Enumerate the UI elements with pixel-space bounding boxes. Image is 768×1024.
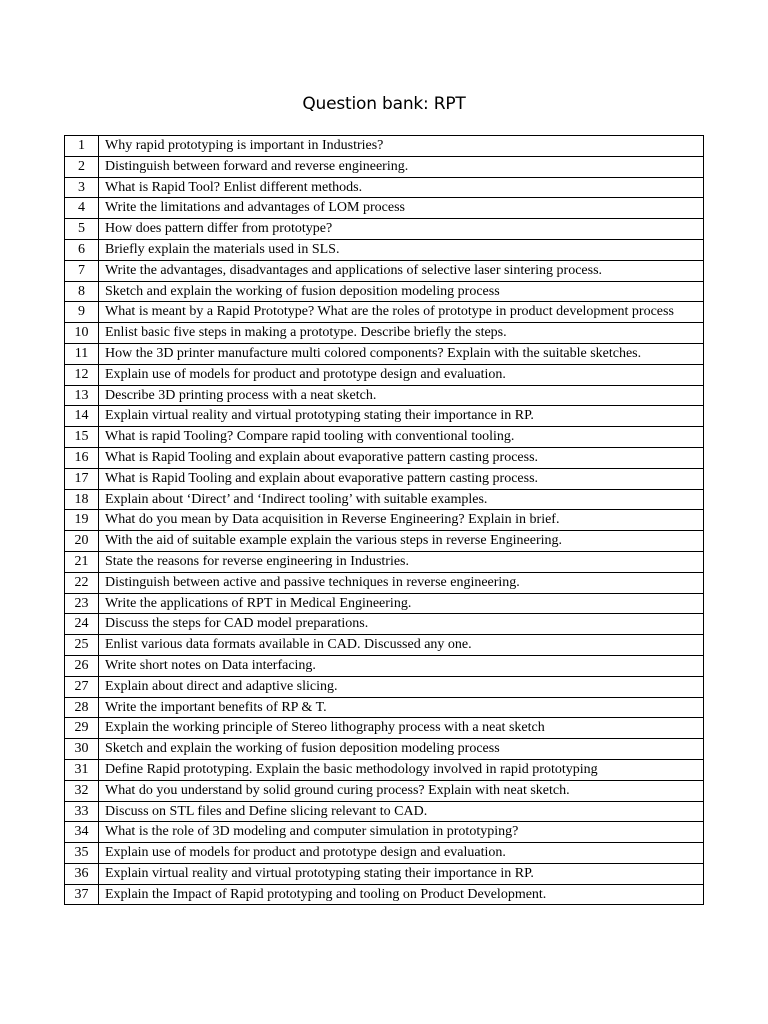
question-text: Why rapid prototyping is important in Industries?	[99, 136, 704, 157]
question-text: What is the role of 3D modeling and computer simulation in prototyping?	[99, 822, 704, 843]
question-number: 27	[65, 676, 99, 697]
question-row	[65, 884, 704, 905]
question-text: What is Rapid Tooling and explain about evaporative pattern casting process.	[99, 447, 704, 468]
question-text: Enlist basic five steps in making a prototype. Describe briefly the steps.	[99, 323, 704, 344]
question-row	[65, 468, 704, 489]
question-number: 24	[65, 614, 99, 635]
question-number: 3	[65, 177, 99, 198]
question-text: Distinguish between forward and reverse engineering.	[99, 156, 704, 177]
question-number: 18	[65, 489, 99, 510]
question-row	[65, 697, 704, 718]
question-number: 37	[65, 884, 99, 905]
question-text: Enlist various data formats available in CAD. Discussed any one.	[99, 635, 704, 656]
question-number: 32	[65, 780, 99, 801]
question-row	[65, 385, 704, 406]
question-text: Explain use of models for product and prototype design and evaluation.	[99, 364, 704, 385]
question-text: Explain the Impact of Rapid prototyping and tooling on Product Development.	[99, 884, 704, 905]
question-row	[65, 239, 704, 260]
question-text: Write the advantages, disadvantages and applications of selective laser sintering process.	[99, 260, 704, 281]
question-row	[65, 364, 704, 385]
question-number: 23	[65, 593, 99, 614]
question-number: 19	[65, 510, 99, 531]
question-table-body	[65, 136, 704, 905]
question-text: How does pattern differ from prototype?	[99, 219, 704, 240]
question-row	[65, 780, 704, 801]
question-row	[65, 822, 704, 843]
question-number: 33	[65, 801, 99, 822]
question-text: What is Rapid Tool? Enlist different methods.	[99, 177, 704, 198]
question-row	[65, 655, 704, 676]
question-text: Define Rapid prototyping. Explain the basic methodology involved in rapid prototyping	[99, 759, 704, 780]
question-text: Write the limitations and advantages of LOM process	[99, 198, 704, 219]
page-title: Question bank: RPT	[302, 94, 466, 114]
question-text: What is meant by a Rapid Prototype? What are the roles of prototype in product development process	[99, 302, 704, 323]
question-text: Sketch and explain the working of fusion deposition modeling process	[99, 281, 704, 302]
question-text: Describe 3D printing process with a neat sketch.	[99, 385, 704, 406]
question-text: What do you mean by Data acquisition in Reverse Engineering? Explain in brief.	[99, 510, 704, 531]
question-row	[65, 759, 704, 780]
question-number: 5	[65, 219, 99, 240]
question-number: 16	[65, 447, 99, 468]
question-number: 21	[65, 551, 99, 572]
question-row	[65, 406, 704, 427]
question-text: Explain the working principle of Stereo lithography process with a neat sketch	[99, 718, 704, 739]
question-row	[65, 281, 704, 302]
question-text: What do you understand by solid ground curing process? Explain with neat sketch.	[99, 780, 704, 801]
question-text: What is rapid Tooling? Compare rapid tooling with conventional tooling.	[99, 427, 704, 448]
question-row	[65, 219, 704, 240]
question-text: With the aid of suitable example explain the various steps in reverse Engineering.	[99, 531, 704, 552]
question-number: 25	[65, 635, 99, 656]
question-text: Explain about ‘Direct’ and ‘Indirect tooling’ with suitable examples.	[99, 489, 704, 510]
question-text: Briefly explain the materials used in SLS.	[99, 239, 704, 260]
question-number: 4	[65, 198, 99, 219]
question-row	[65, 156, 704, 177]
question-text: Distinguish between active and passive techniques in reverse engineering.	[99, 572, 704, 593]
question-number: 22	[65, 572, 99, 593]
question-number: 34	[65, 822, 99, 843]
question-text: State the reasons for reverse engineering in Industries.	[99, 551, 704, 572]
question-text: Explain about direct and adaptive slicing.	[99, 676, 704, 697]
question-text: Discuss on STL files and Define slicing relevant to CAD.	[99, 801, 704, 822]
question-row	[65, 447, 704, 468]
question-row	[65, 614, 704, 635]
question-row	[65, 843, 704, 864]
question-row	[65, 302, 704, 323]
question-row	[65, 198, 704, 219]
question-row	[65, 676, 704, 697]
question-row	[65, 427, 704, 448]
question-number: 9	[65, 302, 99, 323]
question-number: 12	[65, 364, 99, 385]
question-number: 15	[65, 427, 99, 448]
question-row	[65, 739, 704, 760]
question-text: Sketch and explain the working of fusion deposition modeling process	[99, 739, 704, 760]
question-row	[65, 260, 704, 281]
question-row	[65, 593, 704, 614]
question-number: 30	[65, 739, 99, 760]
question-number: 36	[65, 863, 99, 884]
question-row	[65, 551, 704, 572]
question-table	[64, 135, 704, 905]
question-number: 6	[65, 239, 99, 260]
question-row	[65, 177, 704, 198]
question-row	[65, 510, 704, 531]
question-text: What is Rapid Tooling and explain about evaporative pattern casting process.	[99, 468, 704, 489]
question-text: Explain virtual reality and virtual prototyping stating their importance in RP.	[99, 406, 704, 427]
question-number: 20	[65, 531, 99, 552]
question-text: Write the applications of RPT in Medical Engineering.	[99, 593, 704, 614]
question-text: Write the important benefits of RP & T.	[99, 697, 704, 718]
question-number: 11	[65, 343, 99, 364]
question-text: Discuss the steps for CAD model preparations.	[99, 614, 704, 635]
question-number: 26	[65, 655, 99, 676]
question-number: 31	[65, 759, 99, 780]
question-number: 28	[65, 697, 99, 718]
question-row	[65, 635, 704, 656]
question-row	[65, 323, 704, 344]
question-row	[65, 572, 704, 593]
question-text: Write short notes on Data interfacing.	[99, 655, 704, 676]
question-number: 10	[65, 323, 99, 344]
question-row	[65, 863, 704, 884]
question-row	[65, 343, 704, 364]
question-number: 1	[65, 136, 99, 157]
question-row	[65, 801, 704, 822]
question-number: 17	[65, 468, 99, 489]
question-row	[65, 136, 704, 157]
question-row	[65, 531, 704, 552]
question-text: Explain use of models for product and prototype design and evaluation.	[99, 843, 704, 864]
question-number: 35	[65, 843, 99, 864]
question-number: 14	[65, 406, 99, 427]
question-number: 13	[65, 385, 99, 406]
question-text: How the 3D printer manufacture multi colored components? Explain with the suitable sketches.	[99, 343, 704, 364]
question-number: 2	[65, 156, 99, 177]
question-number: 29	[65, 718, 99, 739]
question-row	[65, 718, 704, 739]
question-number: 8	[65, 281, 99, 302]
question-row	[65, 489, 704, 510]
question-text: Explain virtual reality and virtual prototyping stating their importance in RP.	[99, 863, 704, 884]
question-number: 7	[65, 260, 99, 281]
